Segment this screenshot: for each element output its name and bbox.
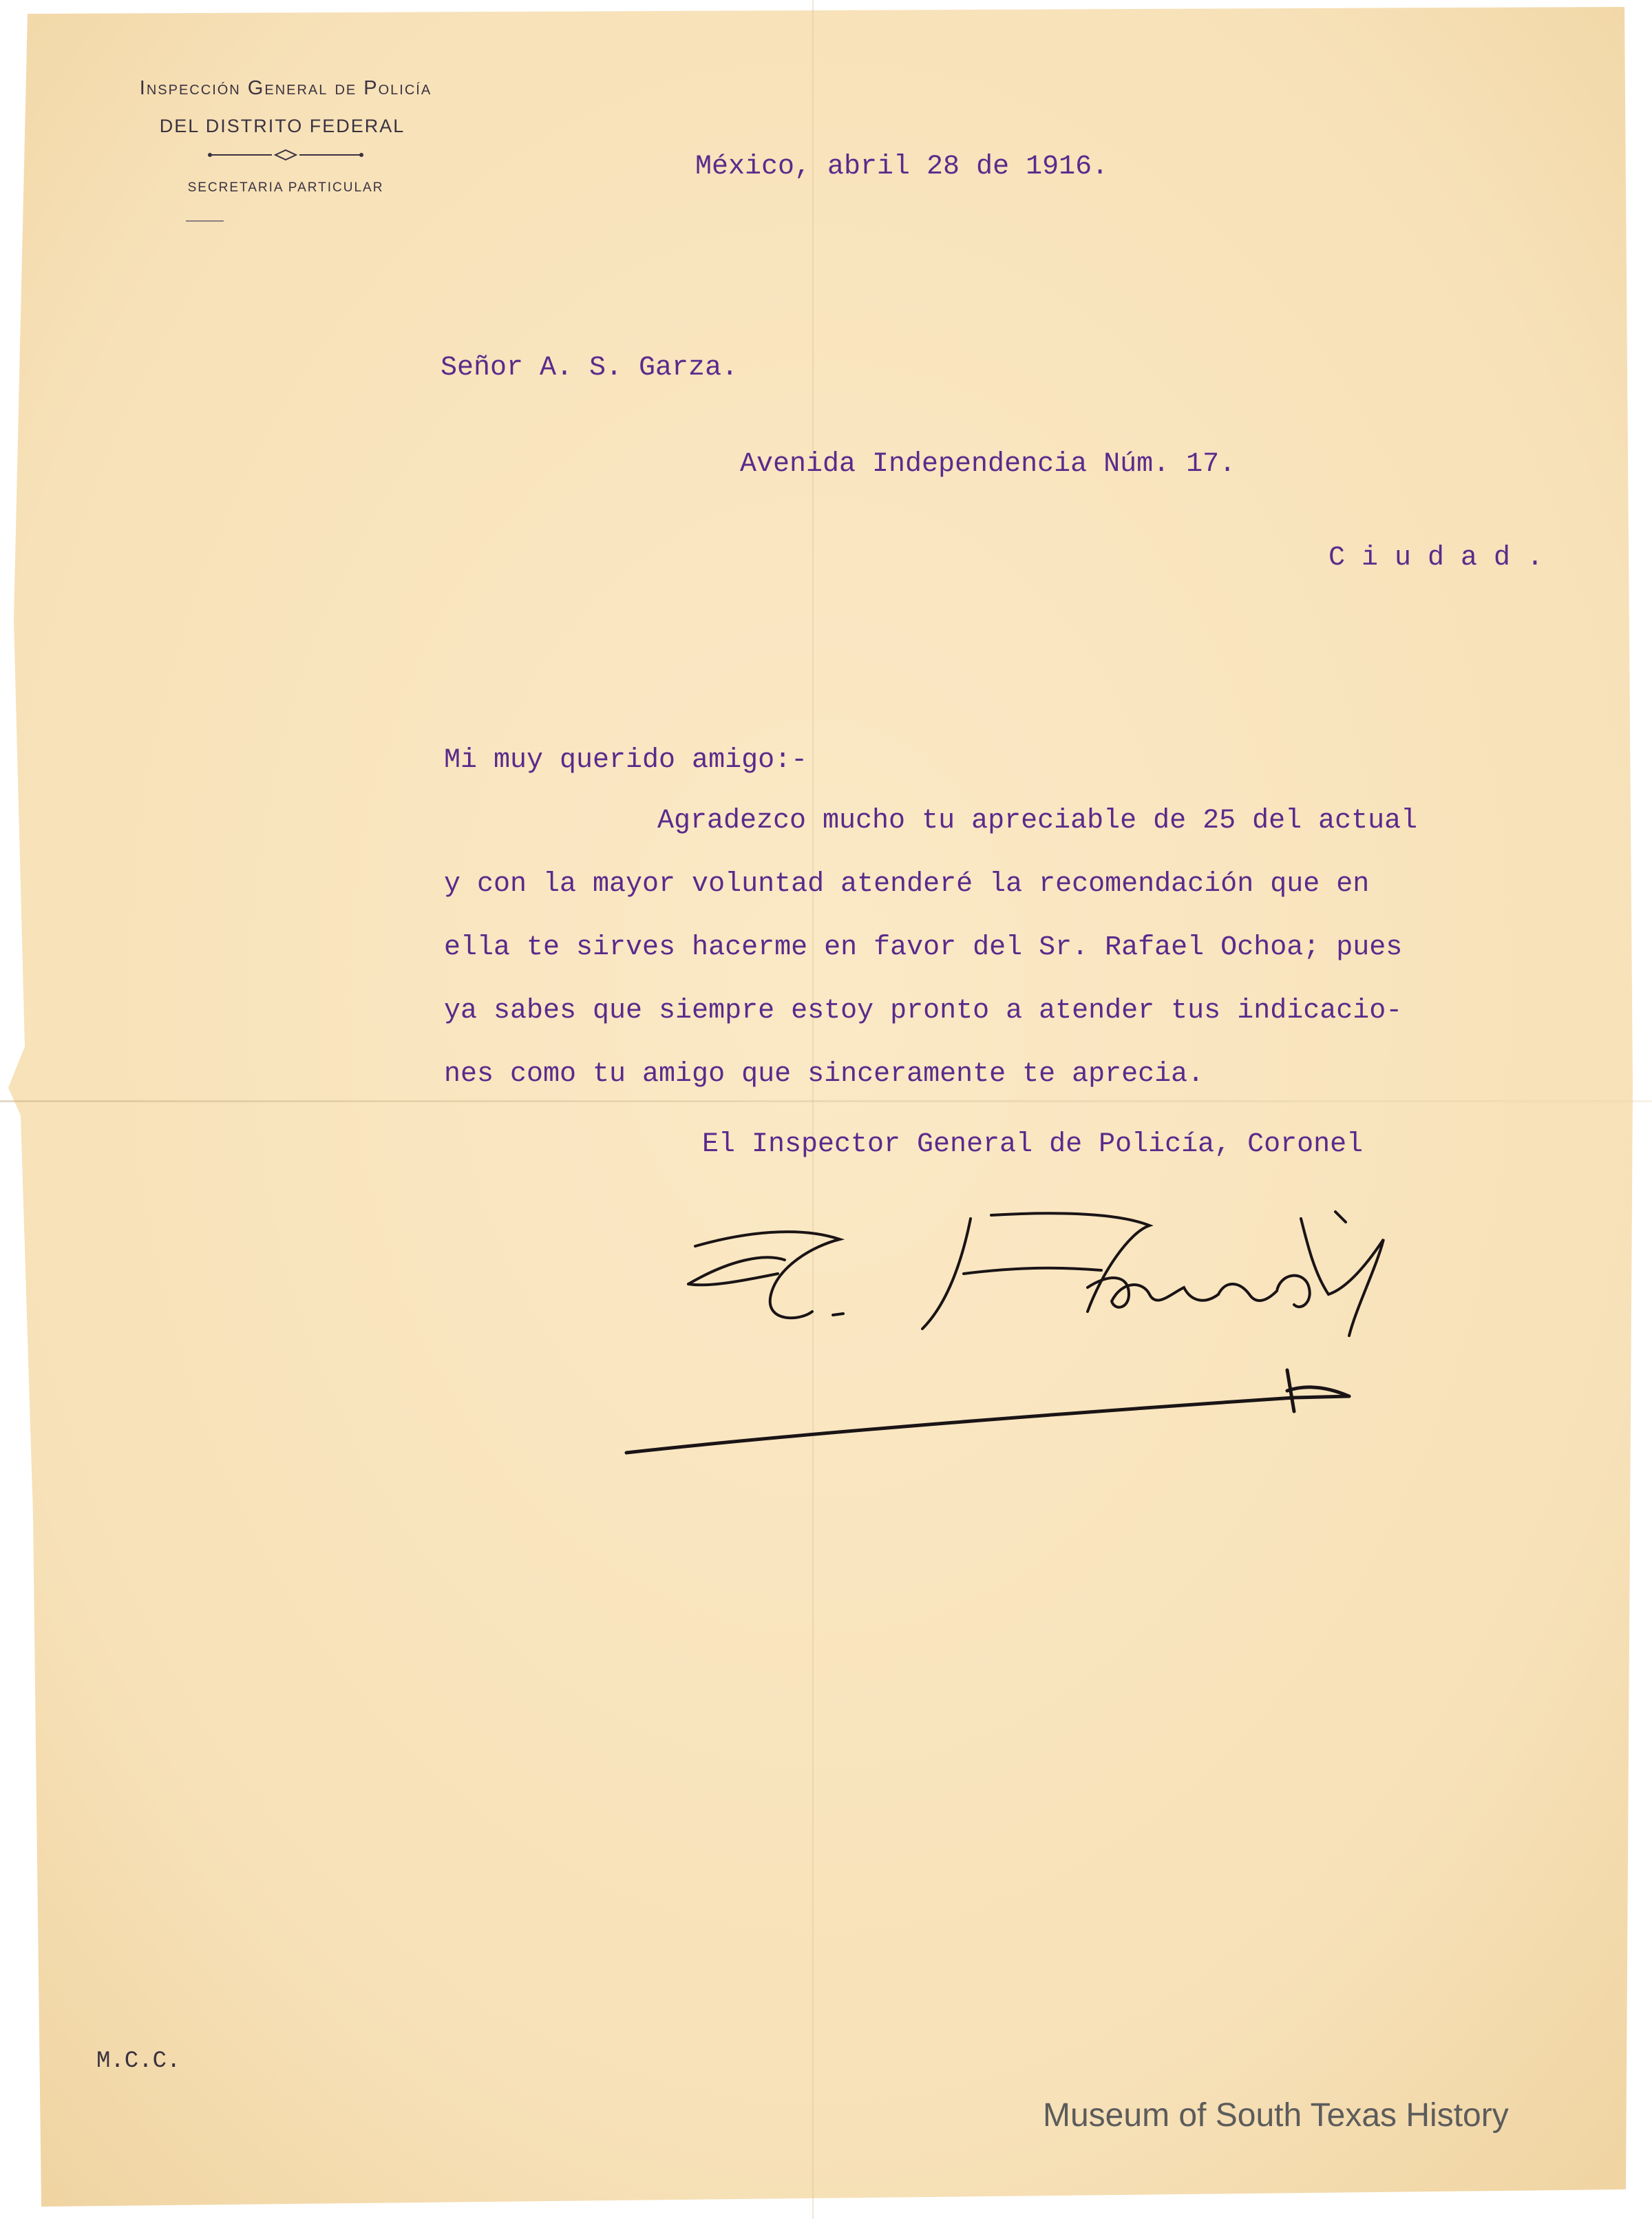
letterhead-secretaria: SECRETARIA PARTICULAR bbox=[187, 180, 384, 195]
letter-city: C i u d a d . bbox=[1328, 543, 1544, 574]
letter-address: Avenida Independencia Núm. 17. bbox=[740, 449, 1236, 480]
handwritten-signature bbox=[606, 1191, 1501, 1480]
letterhead-title: Inspección General de Policía bbox=[139, 77, 432, 99]
letter-body-line: Agradezco mucho tu apreciable de 25 del actual bbox=[657, 806, 1418, 837]
letter-body-line: ella te sirves hacerme en favor del Sr. Rafael Ochoa; pues bbox=[444, 932, 1403, 963]
letter-body-line: nes como tu amigo que sinceramente te aprecia. bbox=[444, 1059, 1205, 1090]
vertical-fold bbox=[812, 0, 814, 2219]
letter-closing: El Inspector General de Policía, Coronel bbox=[702, 1129, 1364, 1160]
horizontal-fold bbox=[0, 1100, 1652, 1102]
letterhead-district: DEL DISTRITO FEDERAL bbox=[159, 116, 405, 136]
letter-salutation: Mi muy querido amigo:- bbox=[444, 745, 808, 776]
letter-body-line: ya sabes que siempre estoy pronto a atender tus indicacio- bbox=[444, 996, 1403, 1027]
letter-date: México, abril 28 de 1916. bbox=[695, 151, 1109, 182]
letter-addressee: Señor A. S. Garza. bbox=[441, 353, 739, 383]
typist-initials: M.C.C. bbox=[96, 2048, 181, 2074]
museum-watermark: Museum of South Texas History bbox=[1043, 2097, 1509, 2134]
letterhead-ornament bbox=[206, 148, 365, 162]
letterhead-rule bbox=[186, 220, 224, 222]
letter-body-line: y con la mayor voluntad atenderé la recomendación que en bbox=[444, 869, 1370, 900]
